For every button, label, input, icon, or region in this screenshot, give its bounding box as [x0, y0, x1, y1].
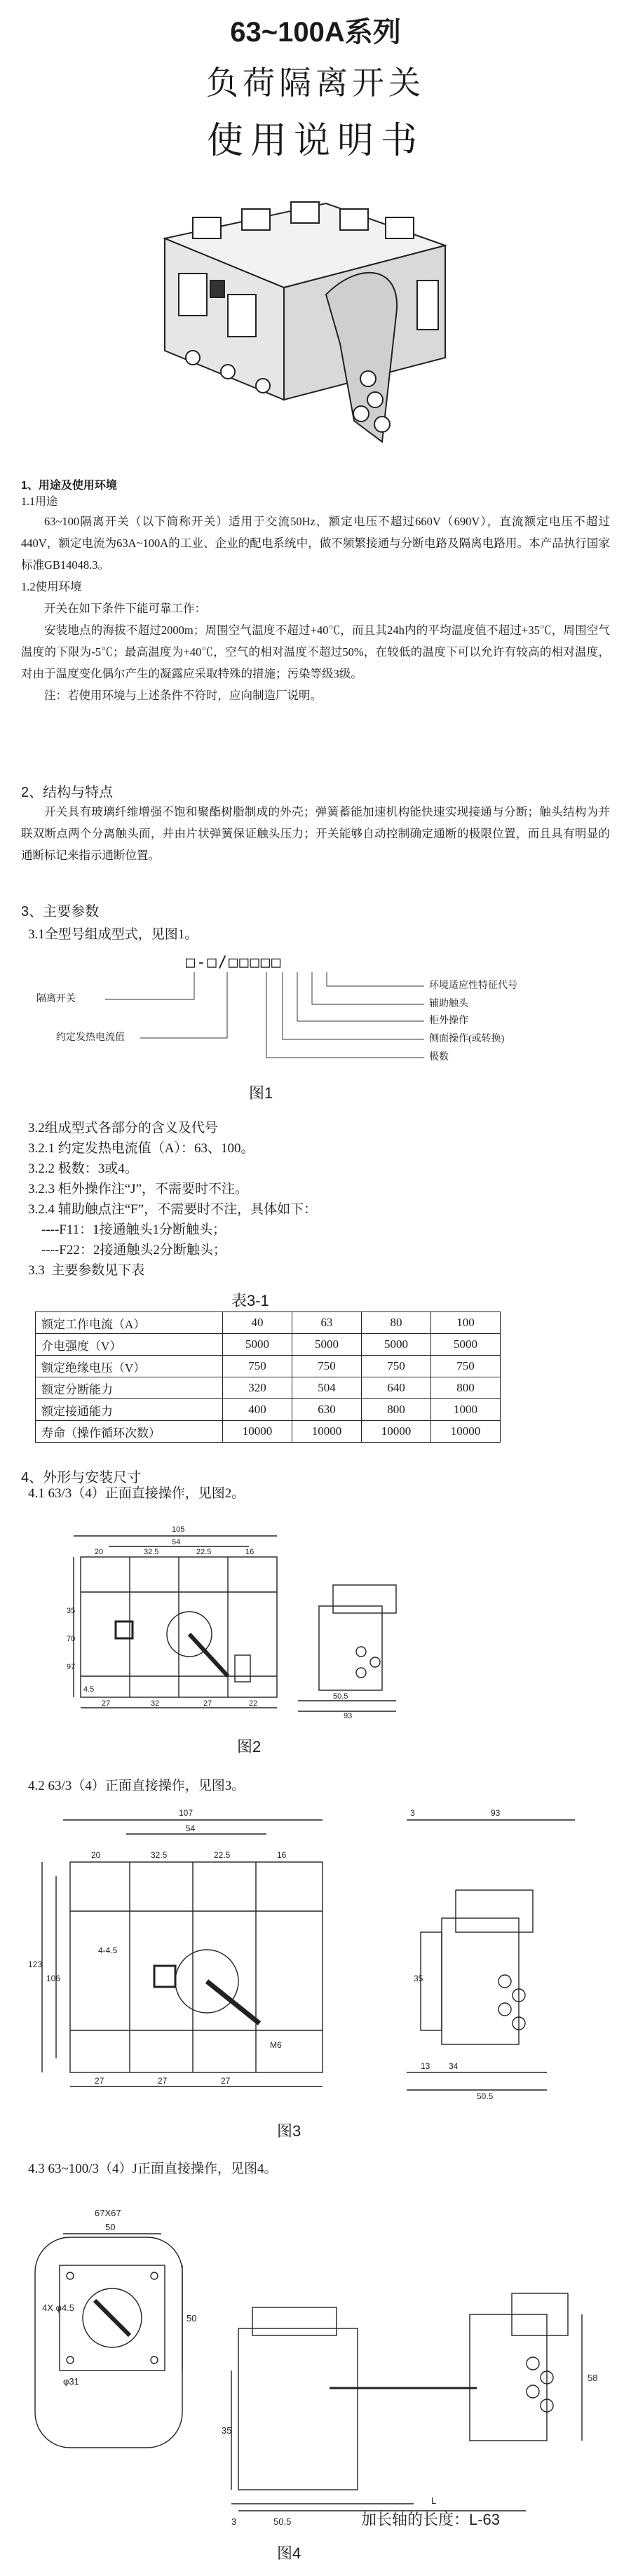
section1-para2: 开关在如下条件下能可靠工作： — [44, 602, 206, 615]
fig2-dim: 16 — [245, 1548, 255, 1556]
section1-body — [21, 511, 610, 706]
fig2-dim: 20 — [95, 1548, 104, 1556]
label-poles: 极数 — [429, 1052, 449, 1063]
fig2-dim: 70 — [67, 1635, 76, 1643]
fig3-dim: 123 — [28, 1960, 43, 1969]
section1-para4: 注：若使用环境与上述条件不符时，应向制造厂说明。 — [44, 689, 322, 702]
label-external-op: 柜外操作 — [429, 1016, 468, 1026]
model-code: □-□/□□□□□ — [186, 954, 283, 971]
spec-line: 3.2组成型式各部分的含义及代号 — [28, 1121, 218, 1135]
table-cell-value: 10000 — [362, 1421, 431, 1443]
table-cell-value: 5000 — [223, 1334, 292, 1356]
doc-title-line3: 使用说明书 — [206, 120, 424, 162]
section4-sub3: 4.3 63~100/3（4）J正面直接操作，见图4。 — [28, 2162, 278, 2176]
section2-heading: 2、结构与特点 — [21, 785, 114, 800]
section1-heading: 1、用途及使用环境 — [21, 480, 117, 492]
fig3-dim: 20 — [91, 1850, 101, 1860]
section4-sub2: 4.2 63/3（4）正面直接操作，见图3。 — [28, 1779, 245, 1793]
table-cell-label: 寿命（操作循环次数） — [36, 1421, 223, 1443]
fig3-dim: 93 — [491, 1808, 501, 1818]
model-code-diagram — [28, 954, 617, 1073]
section3-heading: 3、主要参数 — [21, 904, 100, 919]
fig1-caption: 图1 — [249, 1084, 273, 1102]
table-cell-value: 5000 — [431, 1334, 501, 1356]
fig4-caption: 图4 — [277, 2544, 301, 2562]
spec-line: ----F22：2接通触头2分断触头； — [28, 1243, 226, 1257]
table-cell-value: 750 — [223, 1356, 292, 1377]
table-cell-label: 额定绝缘电压（V） — [36, 1356, 223, 1377]
table-cell-value: 504 — [292, 1377, 362, 1399]
fig2-dim: 35 — [67, 1607, 76, 1615]
table-row — [36, 1356, 501, 1377]
fig3-dim: 16 — [277, 1850, 287, 1860]
label-env-code: 环境适应性特征代号 — [429, 980, 517, 991]
fig4-dim: 67X67 — [95, 2208, 121, 2218]
fig2-dim: 27 — [102, 1699, 111, 1708]
table-cell-label: 额定分断能力 — [36, 1377, 223, 1399]
table-cell-value: 100 — [431, 1312, 501, 1334]
section2-para: 开关具有玻璃纤维增强不饱和聚酯树脂制成的外壳；弹簧蓄能加速机构能快速实现接通与分断；触头结构为并联双断点两个分离触头面，并由片状弹簧保证触头压力；开关能够自动控制确定通断的极限位置，而且具有明显的通断标记来指示通断位置。 — [21, 805, 610, 862]
spec-line: 3.2.4 辅助触点注“F”，不需要时不注，具体如下： — [28, 1202, 318, 1217]
fig3-dim: 3 — [410, 1808, 415, 1818]
fig2-dim: 97 — [67, 1663, 76, 1671]
table-cell-value: 800 — [362, 1399, 431, 1421]
table-cell-value: 400 — [223, 1399, 292, 1421]
table-row — [36, 1312, 501, 1334]
table-cell-value: 800 — [431, 1377, 501, 1399]
table-row — [36, 1421, 501, 1443]
table-cell-value: 5000 — [362, 1334, 431, 1356]
fig4-drawing — [21, 2195, 610, 2539]
spec-line: 3.2.1 约定发热电流值（A）：63、100。 — [28, 1141, 255, 1156]
label-aux-contact: 辅助触头 — [429, 999, 468, 1009]
table-cell-value: 630 — [292, 1399, 362, 1421]
section4-sub1: 4.1 63/3（4）正面直接操作，见图2。 — [28, 1486, 245, 1501]
table-cell-value: 63 — [292, 1312, 362, 1334]
table-cell-value: 40 — [223, 1312, 292, 1334]
section3-sub1: 3.1全型号组成型式，见图1。 — [28, 927, 198, 942]
fig3-dim: 35 — [414, 1974, 423, 1983]
table-cell-value: 320 — [223, 1377, 292, 1399]
table-cell-value: 10000 — [431, 1421, 501, 1443]
fig4-dim: 50 — [186, 2313, 197, 2324]
section3-lines — [28, 1118, 317, 1281]
section1-para1: 63~100隔离开关（以下简称开关）适用于交流50Hz，额定电压不超过660V（690V），直流额定电压不超过440V，额定电流为63A~100A的工业、企业的配电系统中，做不频繁接通与分断电路及隔离电路用。本产品执行国家标准GB14048.3。 — [21, 515, 610, 572]
table-cell-value: 5000 — [292, 1334, 362, 1356]
section1-para3: 安装地点的海拔不超过2000m；周围空气温度不超过+40℃，而且其24h内的平均温度值不超过+35℃，周围空气温度的下限为-5℃；最高温度为+40℃，空气的相对温度不超过50%，在较低的温度下可以允许有较高的相对温度，对由于温度变化偶尔产生的凝露应采取特殊的措施；污染等级3级。 — [21, 623, 610, 680]
table-cell-value: 750 — [431, 1356, 501, 1377]
fig3-dim: 54 — [186, 1823, 196, 1833]
section2-body — [21, 801, 610, 866]
spec-line: 3.3 主要参数见下表 — [28, 1263, 145, 1278]
table-cell-value: 10000 — [292, 1421, 362, 1443]
fig4-dim: 50.5 — [273, 2516, 292, 2527]
fig2-dim: 27 — [203, 1699, 212, 1708]
section1-sub2: 1.2使用环境 — [21, 580, 82, 593]
table-row — [36, 1334, 501, 1356]
fig2-dim: 4.5 — [83, 1685, 95, 1694]
fig3-dim: 27 — [158, 2076, 168, 2086]
fig3-dim: 27 — [221, 2076, 231, 2086]
section4-heading: 4、外形与安装尺寸 — [21, 1470, 142, 1485]
doc-title-line2: 负荷隔离开关 — [206, 64, 425, 102]
spec-line: 3.2.2 极数：3或4。 — [28, 1161, 138, 1176]
params-table — [35, 1311, 501, 1443]
fig3-dim: M6 — [270, 2040, 282, 2050]
table-row — [36, 1399, 501, 1421]
table-cell-label: 额定接通能力 — [36, 1399, 223, 1421]
fig2-dim: 54 — [172, 1538, 181, 1546]
spec-line: ----F11：1接通触头1分断触头； — [28, 1222, 226, 1237]
fig2-caption: 图2 — [237, 1738, 262, 1755]
fig3-dim: 4-4.5 — [98, 1946, 118, 1955]
fig3-dim: 106 — [46, 1974, 61, 1983]
table-row — [36, 1377, 501, 1399]
table-cell-value: 750 — [292, 1356, 362, 1377]
fig3-dim: 34 — [449, 2061, 459, 2071]
table-cell-value: 1000 — [431, 1399, 501, 1421]
doc-title-line1: 63~100A系列 — [230, 17, 401, 48]
table-cell-label: 额定工作电流（A） — [36, 1312, 223, 1334]
fig4-note: 加长轴的长度：L-63 — [361, 2511, 501, 2528]
table-caption: 表3-1 — [231, 1292, 269, 1309]
table-cell-value: 10000 — [223, 1421, 292, 1443]
table-cell-value: 640 — [362, 1377, 431, 1399]
fig2-dim: 93 — [344, 1712, 353, 1718]
fig3-dim: 107 — [179, 1808, 194, 1818]
section1-sub1: 1.1用途 — [21, 496, 58, 508]
table-cell-value: 80 — [362, 1312, 431, 1334]
fig3-drawing — [28, 1806, 610, 2104]
fig2-drawing — [67, 1508, 431, 1718]
spec-line: 3.2.3 柜外操作注“J”，不需要时不注。 — [28, 1182, 249, 1196]
fig3-dim: 27 — [95, 2076, 104, 2086]
label-isolator-switch: 隔离开关 — [36, 994, 76, 1004]
fig4-dim: 4X φ4.5 — [42, 2302, 75, 2313]
product-illustration — [151, 189, 480, 456]
label-rated-current: 约定发热电流值 — [56, 1032, 125, 1043]
fig2-dim: 105 — [172, 1525, 185, 1534]
fig2-dim: 32.5 — [144, 1548, 159, 1556]
fig4-dim: L — [431, 2495, 437, 2506]
fig3-dim: 32.5 — [151, 1850, 168, 1860]
fig4-dim: 50 — [105, 2222, 116, 2232]
fig2-dim: 32 — [151, 1699, 160, 1708]
table-cell-value: 750 — [362, 1356, 431, 1377]
fig2-dim: 50.5 — [333, 1692, 348, 1701]
fig2-dim: 22 — [249, 1699, 258, 1708]
label-side-op: 侧面操作(或转换) — [429, 1034, 505, 1044]
table-cell-label: 介电强度（V） — [36, 1334, 223, 1356]
fig3-caption: 图3 — [277, 2122, 301, 2140]
fig3-dim: 13 — [421, 2061, 430, 2071]
fig4-dim: 35 — [222, 2425, 232, 2436]
fig3-dim: 50.5 — [477, 2091, 494, 2101]
fig4-dim: 3 — [231, 2516, 237, 2527]
fig4-dim: 58 — [588, 2373, 598, 2383]
fig4-dim: φ31 — [63, 2376, 79, 2387]
fig2-dim: 22.5 — [196, 1548, 212, 1556]
fig3-dim: 22.5 — [214, 1850, 231, 1860]
